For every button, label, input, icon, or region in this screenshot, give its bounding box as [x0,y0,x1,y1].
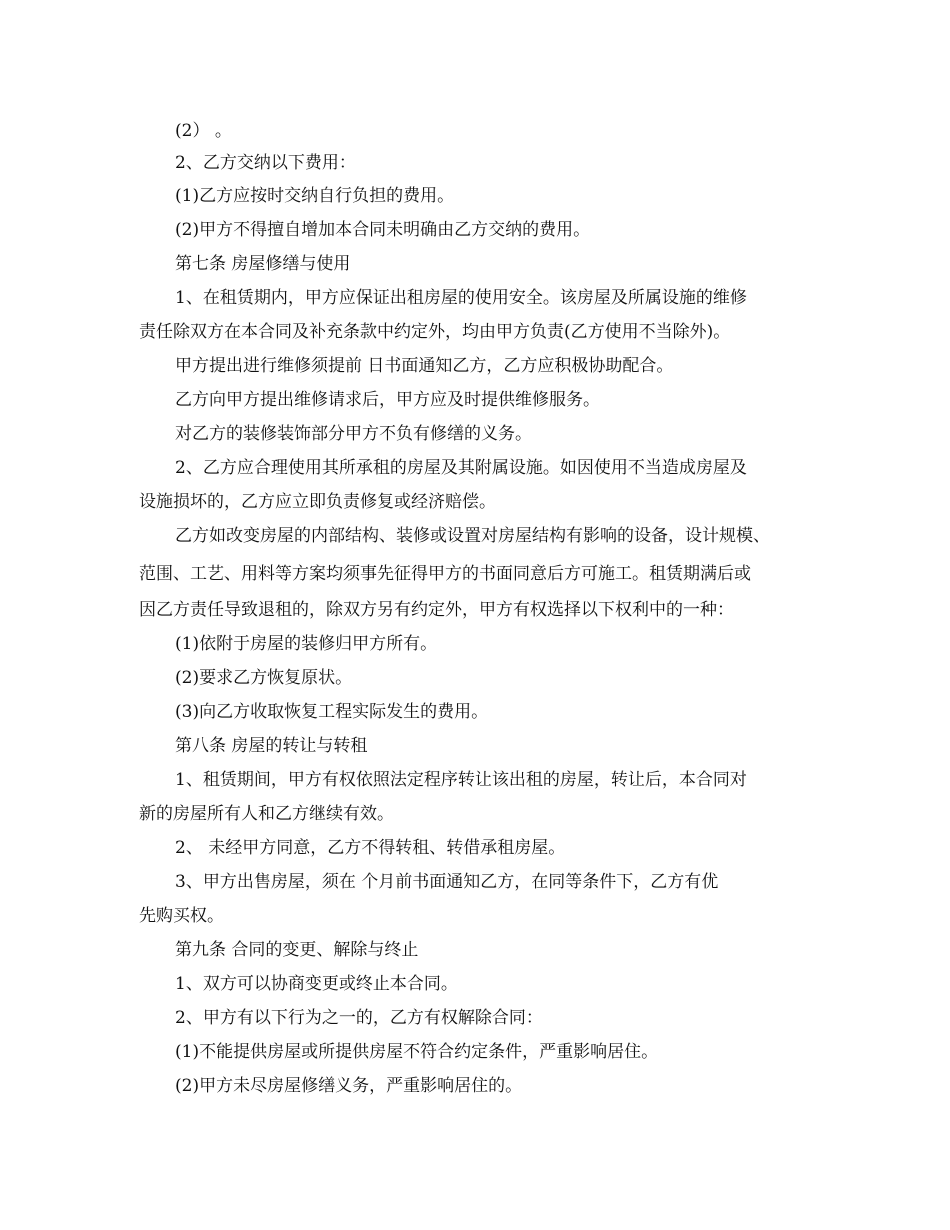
paragraph-line: 2、 未经甲方同意，乙方不得转租、转借承租房屋。 [175,838,566,858]
paragraph-line: 责任除双方在本合同及补充条款中约定外，均由甲方负责(乙方使用不当除外)。 [139,322,731,342]
paragraph-line: (2)要求乙方恢复原状。 [175,668,353,688]
paragraph-line: (3)向乙方收取恢复工程实际发生的费用。 [175,702,489,722]
section-heading: 第八条 房屋的转让与转租 [175,736,368,756]
paragraph-line: 乙方如改变房屋的内部结构、装修或设置对房屋结构有影响的设备，设计规模、 [175,526,770,546]
paragraph-line: 范围、工艺、用料等方案均须事先征得甲方的书面同意后方可施工。租赁期满后或 [139,564,751,584]
paragraph-line: (1)乙方应按时交纳自行负担的费用。 [175,186,455,206]
paragraph-line: 1、在租赁期内，甲方应保证出租房屋的使用安全。该房屋及所属设施的维修 [175,288,747,308]
section-heading: 第九条 合同的变更、解除与终止 [175,940,419,960]
paragraph-line: 先购买权。 [139,906,224,926]
paragraph-line: 3、甲方出售房屋，须在 个月前书面通知乙方，在同等条件下，乙方有优 [175,872,719,892]
paragraph-line: 新的房屋所有人和乙方继续有效。 [139,804,394,824]
section-heading: 第七条 房屋修缮与使用 [175,254,351,274]
paragraph-line: 1、租赁期间，甲方有权依照法定程序转让该出租的房屋，转让后，本合同对 [175,770,747,790]
paragraph-line: 对乙方的装修装饰部分甲方不负有修缮的义务。 [175,424,532,444]
paragraph-line: 2、甲方有以下行为之一的，乙方有权解除合同： [175,1008,543,1028]
paragraph-line: 2、乙方应合理使用其所承租的房屋及其附属设施。如因使用不当造成房屋及 [175,458,747,478]
paragraph-line: (2)甲方不得擅自增加本合同未明确由乙方交纳的费用。 [175,220,591,240]
paragraph-line: (1)不能提供房屋或所提供房屋不符合约定条件，严重影响居住。 [175,1042,659,1062]
paragraph-line: (1)依附于房屋的装修归甲方所有。 [175,634,438,654]
paragraph-line: 因乙方责任导致退租的，除双方另有约定外，甲方有权选择以下权利中的一种： [139,600,734,620]
paragraph-line: 乙方向甲方提出维修请求后，甲方应及时提供维修服务。 [175,390,600,410]
paragraph-line: 2、乙方交纳以下费用： [175,153,356,173]
paragraph-line: (2） 。 [175,121,232,141]
paragraph-line: 设施损坏的，乙方应立即负责修复或经济赔偿。 [139,492,496,512]
paragraph-line: 甲方提出进行维修须提前 日书面通知乙方，乙方应积极协助配合。 [175,356,674,376]
paragraph-line: 1、双方可以协商变更或终止本合同。 [175,974,458,994]
paragraph-line: (2)甲方未尽房屋修缮义务，严重影响居住的。 [175,1076,523,1096]
